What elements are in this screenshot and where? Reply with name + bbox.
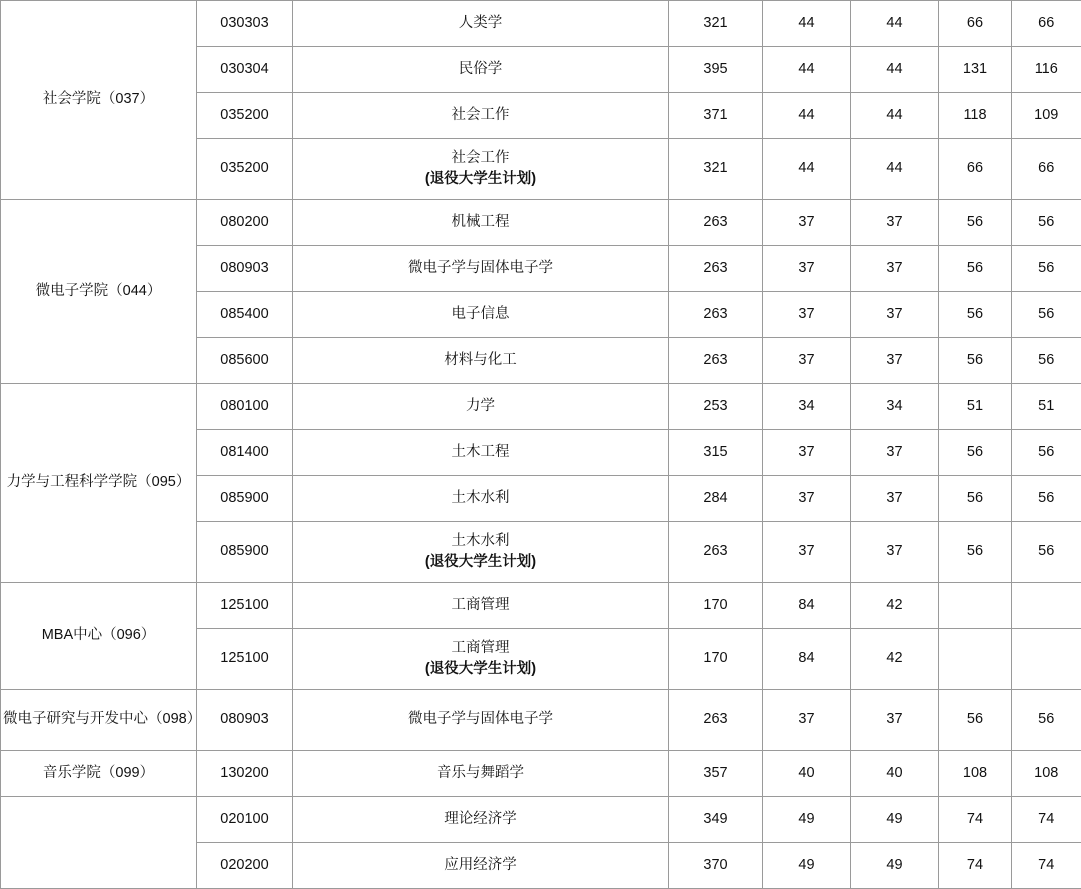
- college-cell: [1, 797, 197, 889]
- major-name-cell: [293, 476, 669, 522]
- major-name-text: 音乐与舞蹈学: [437, 764, 524, 781]
- subject-score-4-cell: 56: [1012, 246, 1081, 292]
- subject-score-4-cell: 56: [1012, 292, 1081, 338]
- subject-score-4-cell: 116: [1012, 47, 1081, 93]
- subject-score-4-cell: 51: [1012, 384, 1081, 430]
- major-code-cell: 030303: [197, 1, 293, 47]
- subject-score-2-cell: 42: [851, 583, 939, 629]
- total-score-cell: 284: [669, 476, 763, 522]
- total-score-cell: 370: [669, 843, 763, 889]
- subject-score-1-cell: 37: [763, 690, 851, 751]
- major-name-cell: [293, 629, 669, 690]
- table-row: [1, 1, 1081, 47]
- subject-score-2-cell: 44: [851, 47, 939, 93]
- subject-score-1-cell: 37: [763, 200, 851, 246]
- table-row: [1, 797, 1081, 843]
- major-code-cell: 030304: [197, 47, 293, 93]
- major-name-text: 土木水利: [451, 489, 510, 506]
- table-body: [1, 1, 1081, 889]
- college-cell: 社会学院（037）: [1, 1, 197, 200]
- major-name-text: 人类学: [458, 14, 503, 31]
- major-name-cell: [293, 338, 669, 384]
- total-score-cell: 395: [669, 47, 763, 93]
- subject-score-2-cell: 49: [851, 843, 939, 889]
- major-code-cell: 125100: [197, 629, 293, 690]
- major-name-cell: [293, 139, 669, 200]
- major-plan-note: (退役大学生计划): [424, 171, 537, 187]
- major-name-cell: [293, 93, 669, 139]
- major-name-text: 力学: [466, 397, 495, 414]
- major-plan-note: (退役大学生计划): [424, 661, 537, 677]
- major-name-cell: [293, 690, 669, 751]
- major-name-text: 机械工程: [451, 213, 510, 230]
- subject-score-4-cell: 74: [1012, 843, 1081, 889]
- total-score-cell: 349: [669, 797, 763, 843]
- subject-score-1-cell: 84: [763, 629, 851, 690]
- subject-score-2-cell: 37: [851, 690, 939, 751]
- subject-score-2-cell: 42: [851, 629, 939, 690]
- major-code-cell: 081400: [197, 430, 293, 476]
- major-code-cell: 125100: [197, 583, 293, 629]
- major-code-cell: 080903: [197, 246, 293, 292]
- total-score-cell: 315: [669, 430, 763, 476]
- table-row: [1, 200, 1081, 246]
- subject-score-1-cell: 37: [763, 292, 851, 338]
- table-row: [1, 384, 1081, 430]
- total-score-cell: 371: [669, 93, 763, 139]
- major-code-cell: 085900: [197, 476, 293, 522]
- total-score-cell: 263: [669, 200, 763, 246]
- major-name-cell: [293, 751, 669, 797]
- major-name-cell: [293, 47, 669, 93]
- table-row: [1, 690, 1081, 751]
- subject-score-3-cell: 74: [939, 797, 1012, 843]
- subject-score-2-cell: 40: [851, 751, 939, 797]
- subject-score-2-cell: 44: [851, 1, 939, 47]
- subject-score-2-cell: 44: [851, 139, 939, 200]
- major-code-cell: 020100: [197, 797, 293, 843]
- total-score-cell: 170: [669, 583, 763, 629]
- major-name-text: 微电子学与固体电子学: [408, 259, 553, 276]
- major-name-text: 理论经济学: [444, 810, 517, 827]
- major-name-cell: [293, 797, 669, 843]
- major-code-cell: 080100: [197, 384, 293, 430]
- subject-score-4-cell: 56: [1012, 200, 1081, 246]
- subject-score-1-cell: 44: [763, 1, 851, 47]
- subject-score-4-cell: 56: [1012, 522, 1081, 583]
- subject-score-4-cell: 109: [1012, 93, 1081, 139]
- total-score-cell: 263: [669, 338, 763, 384]
- major-code-cell: 080200: [197, 200, 293, 246]
- subject-score-3-cell: 108: [939, 751, 1012, 797]
- subject-score-4-cell: 66: [1012, 1, 1081, 47]
- subject-score-1-cell: 34: [763, 384, 851, 430]
- total-score-cell: 253: [669, 384, 763, 430]
- major-name-cell: [293, 1, 669, 47]
- major-name-cell: [293, 384, 669, 430]
- total-score-cell: 263: [669, 690, 763, 751]
- college-cell: MBA中心（096）: [1, 583, 197, 690]
- subject-score-1-cell: 49: [763, 843, 851, 889]
- subject-score-3-cell: 56: [939, 476, 1012, 522]
- major-name-text: 应用经济学: [444, 856, 517, 873]
- total-score-cell: 263: [669, 246, 763, 292]
- major-name-text: 社会工作: [451, 149, 510, 166]
- table-row: [1, 751, 1081, 797]
- major-plan-note: (退役大学生计划): [424, 554, 537, 570]
- total-score-cell: 263: [669, 292, 763, 338]
- subject-score-2-cell: 37: [851, 338, 939, 384]
- subject-score-3-cell: 118: [939, 93, 1012, 139]
- major-code-cell: 080903: [197, 690, 293, 751]
- subject-score-1-cell: 49: [763, 797, 851, 843]
- subject-score-3-cell: 56: [939, 246, 1012, 292]
- subject-score-1-cell: 37: [763, 338, 851, 384]
- subject-score-1-cell: 37: [763, 246, 851, 292]
- subject-score-1-cell: 44: [763, 47, 851, 93]
- subject-score-4-cell: 56: [1012, 338, 1081, 384]
- subject-score-3-cell: 66: [939, 139, 1012, 200]
- major-code-cell: 035200: [197, 93, 293, 139]
- subject-score-4-cell: 56: [1012, 476, 1081, 522]
- subject-score-3-cell: [939, 629, 1012, 690]
- subject-score-4-cell: 108: [1012, 751, 1081, 797]
- major-code-cell: 085600: [197, 338, 293, 384]
- major-name-text: 材料与化工: [444, 351, 517, 368]
- major-name-text: 土木工程: [451, 443, 510, 460]
- subject-score-3-cell: 56: [939, 338, 1012, 384]
- subject-score-2-cell: 49: [851, 797, 939, 843]
- major-code-cell: 020200: [197, 843, 293, 889]
- subject-score-1-cell: 37: [763, 476, 851, 522]
- college-cell: 微电子学院（044）: [1, 200, 197, 384]
- subject-score-4-cell: 56: [1012, 430, 1081, 476]
- subject-score-4-cell: [1012, 629, 1081, 690]
- major-name-cell: [293, 583, 669, 629]
- subject-score-4-cell: 66: [1012, 139, 1081, 200]
- major-name-text: 民俗学: [458, 60, 503, 77]
- subject-score-3-cell: 56: [939, 430, 1012, 476]
- major-name-text: 微电子学与固体电子学: [408, 711, 553, 728]
- subject-score-3-cell: 56: [939, 690, 1012, 751]
- table-row: [1, 583, 1081, 629]
- subject-score-4-cell: 56: [1012, 690, 1081, 751]
- subject-score-1-cell: 40: [763, 751, 851, 797]
- major-name-text: 社会工作: [451, 106, 510, 123]
- total-score-cell: 263: [669, 522, 763, 583]
- major-name-cell: [293, 522, 669, 583]
- total-score-cell: 321: [669, 139, 763, 200]
- subject-score-2-cell: 37: [851, 246, 939, 292]
- subject-score-3-cell: 66: [939, 1, 1012, 47]
- total-score-cell: 321: [669, 1, 763, 47]
- major-code-cell: 085400: [197, 292, 293, 338]
- college-cell: 力学与工程科学学院（095）: [1, 384, 197, 583]
- major-name-cell: [293, 843, 669, 889]
- major-name-text: 土木水利: [451, 532, 510, 549]
- subject-score-3-cell: 56: [939, 522, 1012, 583]
- college-cell: 微电子研究与开发中心（098）: [1, 690, 197, 751]
- subject-score-3-cell: [939, 583, 1012, 629]
- subject-score-1-cell: 37: [763, 430, 851, 476]
- subject-score-4-cell: 74: [1012, 797, 1081, 843]
- major-code-cell: 130200: [197, 751, 293, 797]
- subject-score-3-cell: 74: [939, 843, 1012, 889]
- major-name-text: 工商管理: [451, 639, 510, 656]
- major-code-cell: 035200: [197, 139, 293, 200]
- college-cell: 音乐学院（099）: [1, 751, 197, 797]
- major-name-text: 电子信息: [451, 305, 510, 322]
- subject-score-2-cell: 37: [851, 292, 939, 338]
- subject-score-2-cell: 37: [851, 200, 939, 246]
- subject-score-1-cell: 44: [763, 139, 851, 200]
- subject-score-1-cell: 84: [763, 583, 851, 629]
- subject-score-2-cell: 34: [851, 384, 939, 430]
- subject-score-2-cell: 37: [851, 430, 939, 476]
- subject-score-3-cell: 56: [939, 200, 1012, 246]
- total-score-cell: 357: [669, 751, 763, 797]
- subject-score-2-cell: 37: [851, 476, 939, 522]
- subject-score-4-cell: [1012, 583, 1081, 629]
- major-name-cell: [293, 246, 669, 292]
- major-name-cell: [293, 430, 669, 476]
- subject-score-1-cell: 44: [763, 93, 851, 139]
- subject-score-3-cell: 131: [939, 47, 1012, 93]
- subject-score-3-cell: 56: [939, 292, 1012, 338]
- subject-score-2-cell: 37: [851, 522, 939, 583]
- subject-score-1-cell: 37: [763, 522, 851, 583]
- major-name-text: 工商管理: [451, 596, 510, 613]
- subject-score-2-cell: 44: [851, 93, 939, 139]
- major-name-cell: [293, 292, 669, 338]
- subject-score-3-cell: 51: [939, 384, 1012, 430]
- major-code-cell: 085900: [197, 522, 293, 583]
- major-name-cell: [293, 200, 669, 246]
- total-score-cell: 170: [669, 629, 763, 690]
